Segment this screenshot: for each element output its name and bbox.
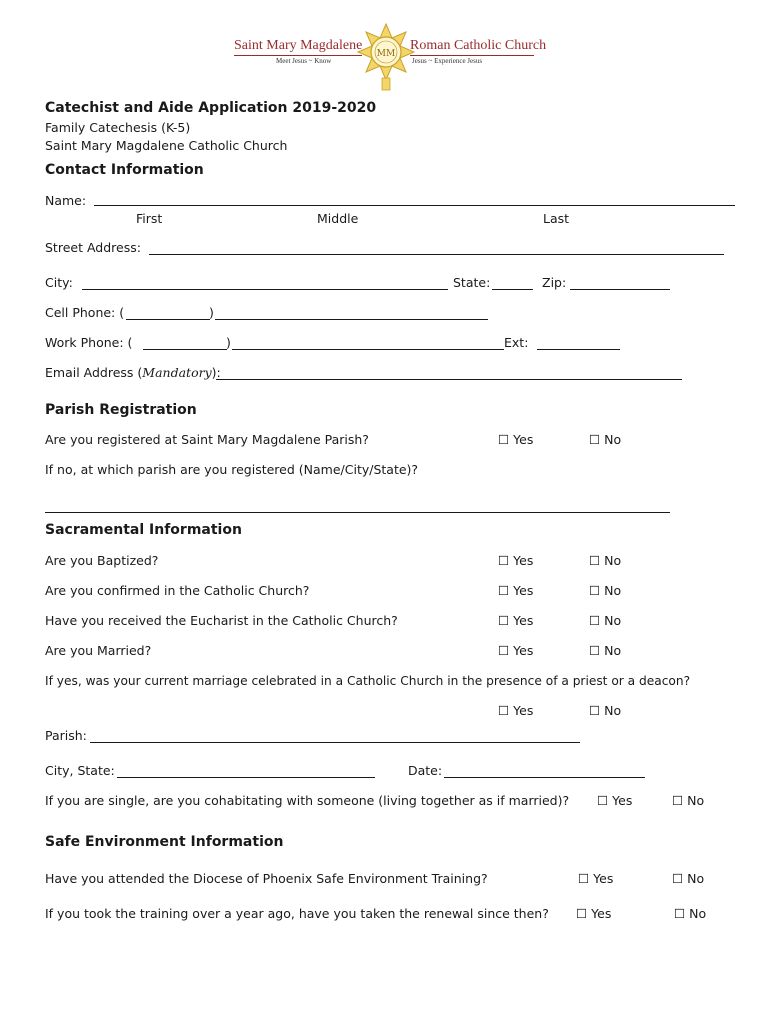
header-left-name: Saint Mary Magdalene [234,38,363,53]
marriage-parish-field[interactable] [90,742,580,743]
header-right-rule [410,55,534,56]
work-phone-label: Work Phone: ( [45,335,133,350]
safe-training-question: Have you attended the Diocese of Phoenix Safe Environment Training? [45,871,488,886]
safe-renewal-question: If you took the training over a year ago, have you taken the renewal since then? [45,906,549,921]
eucharist-yes-checkbox[interactable]: ☐ Yes [498,613,534,628]
church-seal-icon [356,22,416,94]
ext-field[interactable] [537,349,620,350]
baptized-question: Are you Baptized? [45,553,159,568]
form-subtitle-program: Family Catechesis (K-5) [45,120,191,135]
parish-q1-no-checkbox[interactable]: ☐ No [589,432,622,447]
form-subtitle-church: Saint Mary Magdalene Catholic Church [45,138,288,153]
other-parish-field[interactable] [45,512,670,513]
married-yes-checkbox[interactable]: ☐ Yes [498,643,534,658]
marriage-celebrated-yes-checkbox[interactable]: ☐ Yes [498,703,534,718]
marriage-city-state-field[interactable] [117,777,375,778]
cell-number-field[interactable] [215,319,488,320]
email-label [45,365,221,380]
parish-q1-yes-checkbox[interactable]: ☐ Yes [498,432,534,447]
form-title: Catechist and Aide Application 2019-2020 [45,100,377,116]
contact-heading: Contact Information [45,162,204,178]
marriage-celebrated-no-checkbox[interactable]: ☐ No [589,703,622,718]
safe-renewal-yes-checkbox[interactable]: ☐ Yes [576,906,612,921]
cohabitating-no-checkbox[interactable]: ☐ No [672,793,705,808]
header-right-tagline: Jesus ~ Experience Jesus [412,57,483,65]
cell-phone-label: Cell Phone: ( [45,305,125,320]
married-question: Are you Married? [45,643,152,658]
baptized-no-checkbox[interactable]: ☐ No [589,553,622,568]
name-last-caption: Last [543,211,570,226]
parish-heading: Parish Registration [45,402,197,418]
work-area-code-field[interactable] [143,349,227,350]
cell-paren-close: ) [209,305,214,320]
street-field[interactable] [149,254,724,255]
name-label: Name: [45,193,87,208]
name-field[interactable] [94,205,735,206]
email-label-close: ): [211,365,221,380]
confirmed-yes-checkbox[interactable]: ☐ Yes [498,583,534,598]
marriage-city-state-label: City, State: [45,763,115,778]
svg-text:MM: MM [376,49,396,59]
marriage-date-field[interactable] [444,777,645,778]
safe-renewal-no-checkbox[interactable]: ☐ No [674,906,707,921]
cohabitating-yes-checkbox[interactable]: ☐ Yes [597,793,633,808]
cell-area-code-field[interactable] [126,319,210,320]
work-paren-close: ) [226,335,231,350]
confirmed-no-checkbox[interactable]: ☐ No [589,583,622,598]
email-field[interactable] [216,379,682,380]
baptized-yes-checkbox[interactable]: ☐ Yes [498,553,534,568]
eucharist-no-checkbox[interactable]: ☐ No [589,613,622,628]
zip-field[interactable] [570,289,670,290]
city-label: City: [45,275,73,290]
safe-training-no-checkbox[interactable]: ☐ No [672,871,705,886]
safe-environment-heading: Safe Environment Information [45,834,284,850]
married-no-checkbox[interactable]: ☐ No [589,643,622,658]
header-right-name: Roman Catholic Church [410,38,547,53]
marriage-celebrated-question: If yes, was your current marriage celebrated in a Catholic Church in the presence of a priest or a deacon? [45,674,691,688]
street-label: Street Address: [45,240,141,255]
header-left-rule [234,55,362,56]
header-left-tagline: Meet Jesus ~ Know [276,57,332,65]
ext-label: Ext: [504,335,529,350]
email-label-text: Email Address ( [45,365,143,380]
parish-q2: If no, at which parish are you registered (Name/City/State)? [45,462,419,477]
state-label: State: [453,275,491,290]
sacramental-heading: Sacramental Information [45,522,242,538]
eucharist-question: Have you received the Eucharist in the Catholic Church? [45,613,398,628]
zip-label: Zip: [542,275,567,290]
email-mandatory-note: Mandatory [142,365,212,380]
state-field[interactable] [492,289,533,290]
name-middle-caption: Middle [317,211,359,226]
cohabitating-question: If you are single, are you cohabitating with someone (living together as if married)? [45,793,570,808]
marriage-date-label: Date: [408,763,443,778]
confirmed-question: Are you confirmed in the Catholic Church? [45,583,310,598]
safe-training-yes-checkbox[interactable]: ☐ Yes [578,871,614,886]
work-number-field[interactable] [232,349,504,350]
marriage-parish-label: Parish: [45,728,87,743]
city-field[interactable] [82,289,448,290]
parish-q1: Are you registered at Saint Mary Magdalene Parish? [45,432,369,447]
name-first-caption: First [136,211,163,226]
